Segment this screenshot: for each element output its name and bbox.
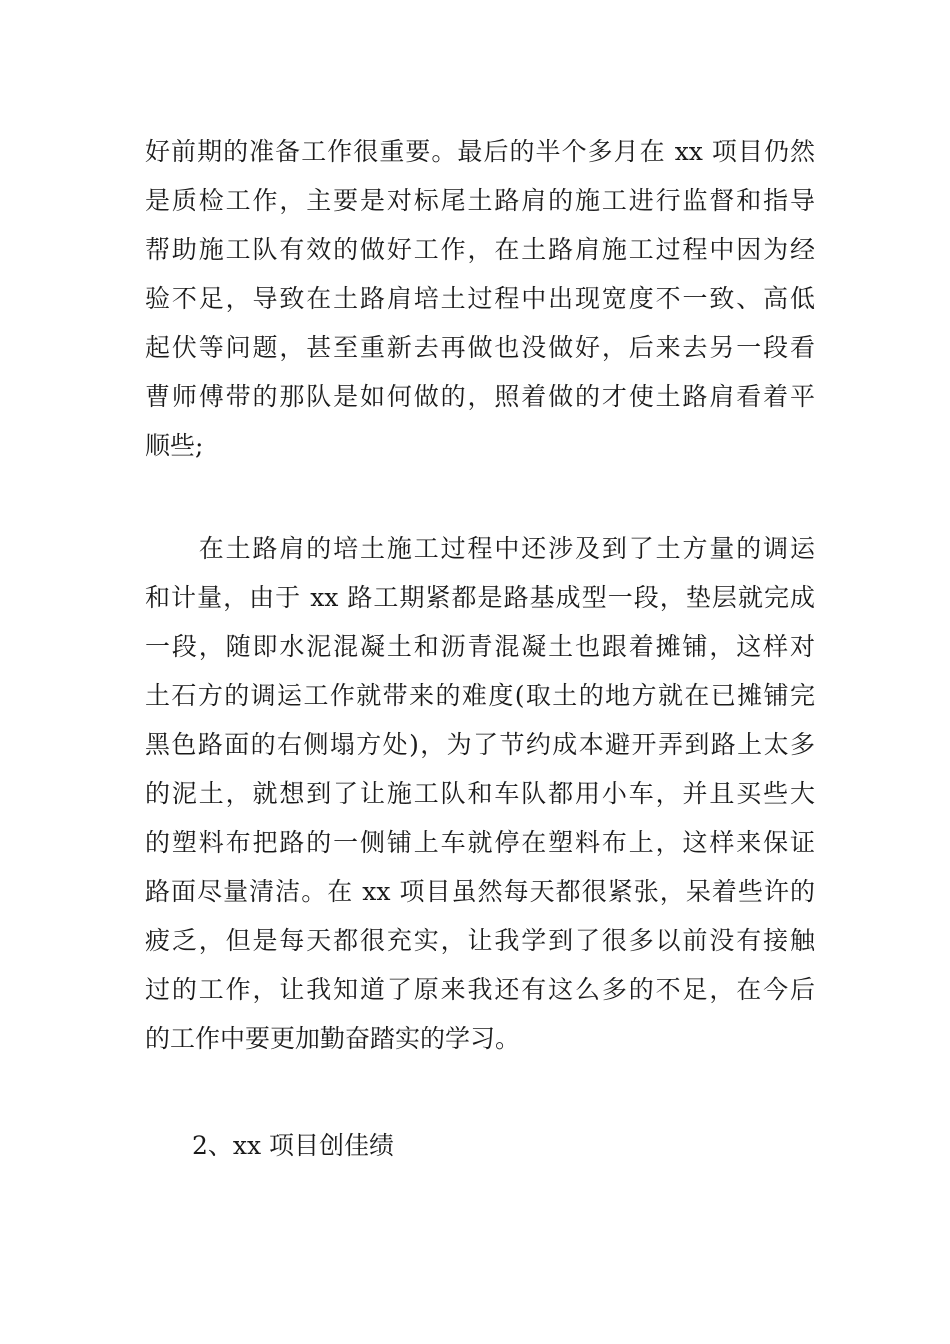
- paragraph-line: 过的工作，让我知道了原来我还有这么多的不足，在今后: [145, 975, 815, 1004]
- paragraph-line: 曹师傅带的那队是如何做的，照着做的才使土路肩看着平: [145, 382, 815, 411]
- paragraph-line: 的工作中要更加勤奋踏实的学习。: [145, 1024, 521, 1053]
- section-heading: 2、xx 项目创佳绩: [192, 1131, 395, 1160]
- paragraph-line: 一段，随即水泥混凝土和沥青混凝土也跟着摊铺，这样对: [145, 632, 815, 661]
- paragraph-line: 是质检工作，主要是对标尾土路肩的施工进行监督和指导: [145, 186, 815, 215]
- paragraph-line: 的泥土，就想到了让施工队和车队都用小车，并且买些大: [145, 779, 815, 808]
- paragraph-1: [145, 127, 815, 470]
- paragraph-line: 黑色路面的右侧塌方处)，为了节约成本避开弄到路上太多: [145, 730, 815, 759]
- paragraph-line: 的塑料布把路的一侧铺上车就停在塑料布上，这样来保证: [145, 828, 815, 857]
- paragraph-line: 起伏等问题，甚至重新去再做也没做好，后来去另一段看: [145, 333, 815, 362]
- paragraph-line: 好前期的准备工作很重要。最后的半个多月在 xx 项目仍然: [145, 137, 815, 166]
- paragraph-line: 在土路肩的培土施工过程中还涉及到了土方量的调运: [145, 534, 815, 563]
- paragraph-line: 和计量，由于 xx 路工期紧都是路基成型一段，垫层就完成: [145, 583, 815, 612]
- paragraph-line: 土石方的调运工作就带来的难度(取土的地方就在已摊铺完: [145, 681, 815, 710]
- paragraph-line: 路面尽量清洁。在 xx 项目虽然每天都很紧张，呆着些许的: [145, 877, 815, 906]
- paragraph-line: 帮助施工队有效的做好工作，在土路肩施工过程中因为经: [145, 235, 815, 264]
- paragraph-line: 验不足，导致在土路肩培土过程中出现宽度不一致、高低: [145, 284, 815, 313]
- paragraph-line: 顺些;: [145, 431, 204, 460]
- paragraph-2: [145, 524, 815, 1063]
- paragraph-line: 疲乏，但是每天都很充实，让我学到了很多以前没有接触: [145, 926, 815, 955]
